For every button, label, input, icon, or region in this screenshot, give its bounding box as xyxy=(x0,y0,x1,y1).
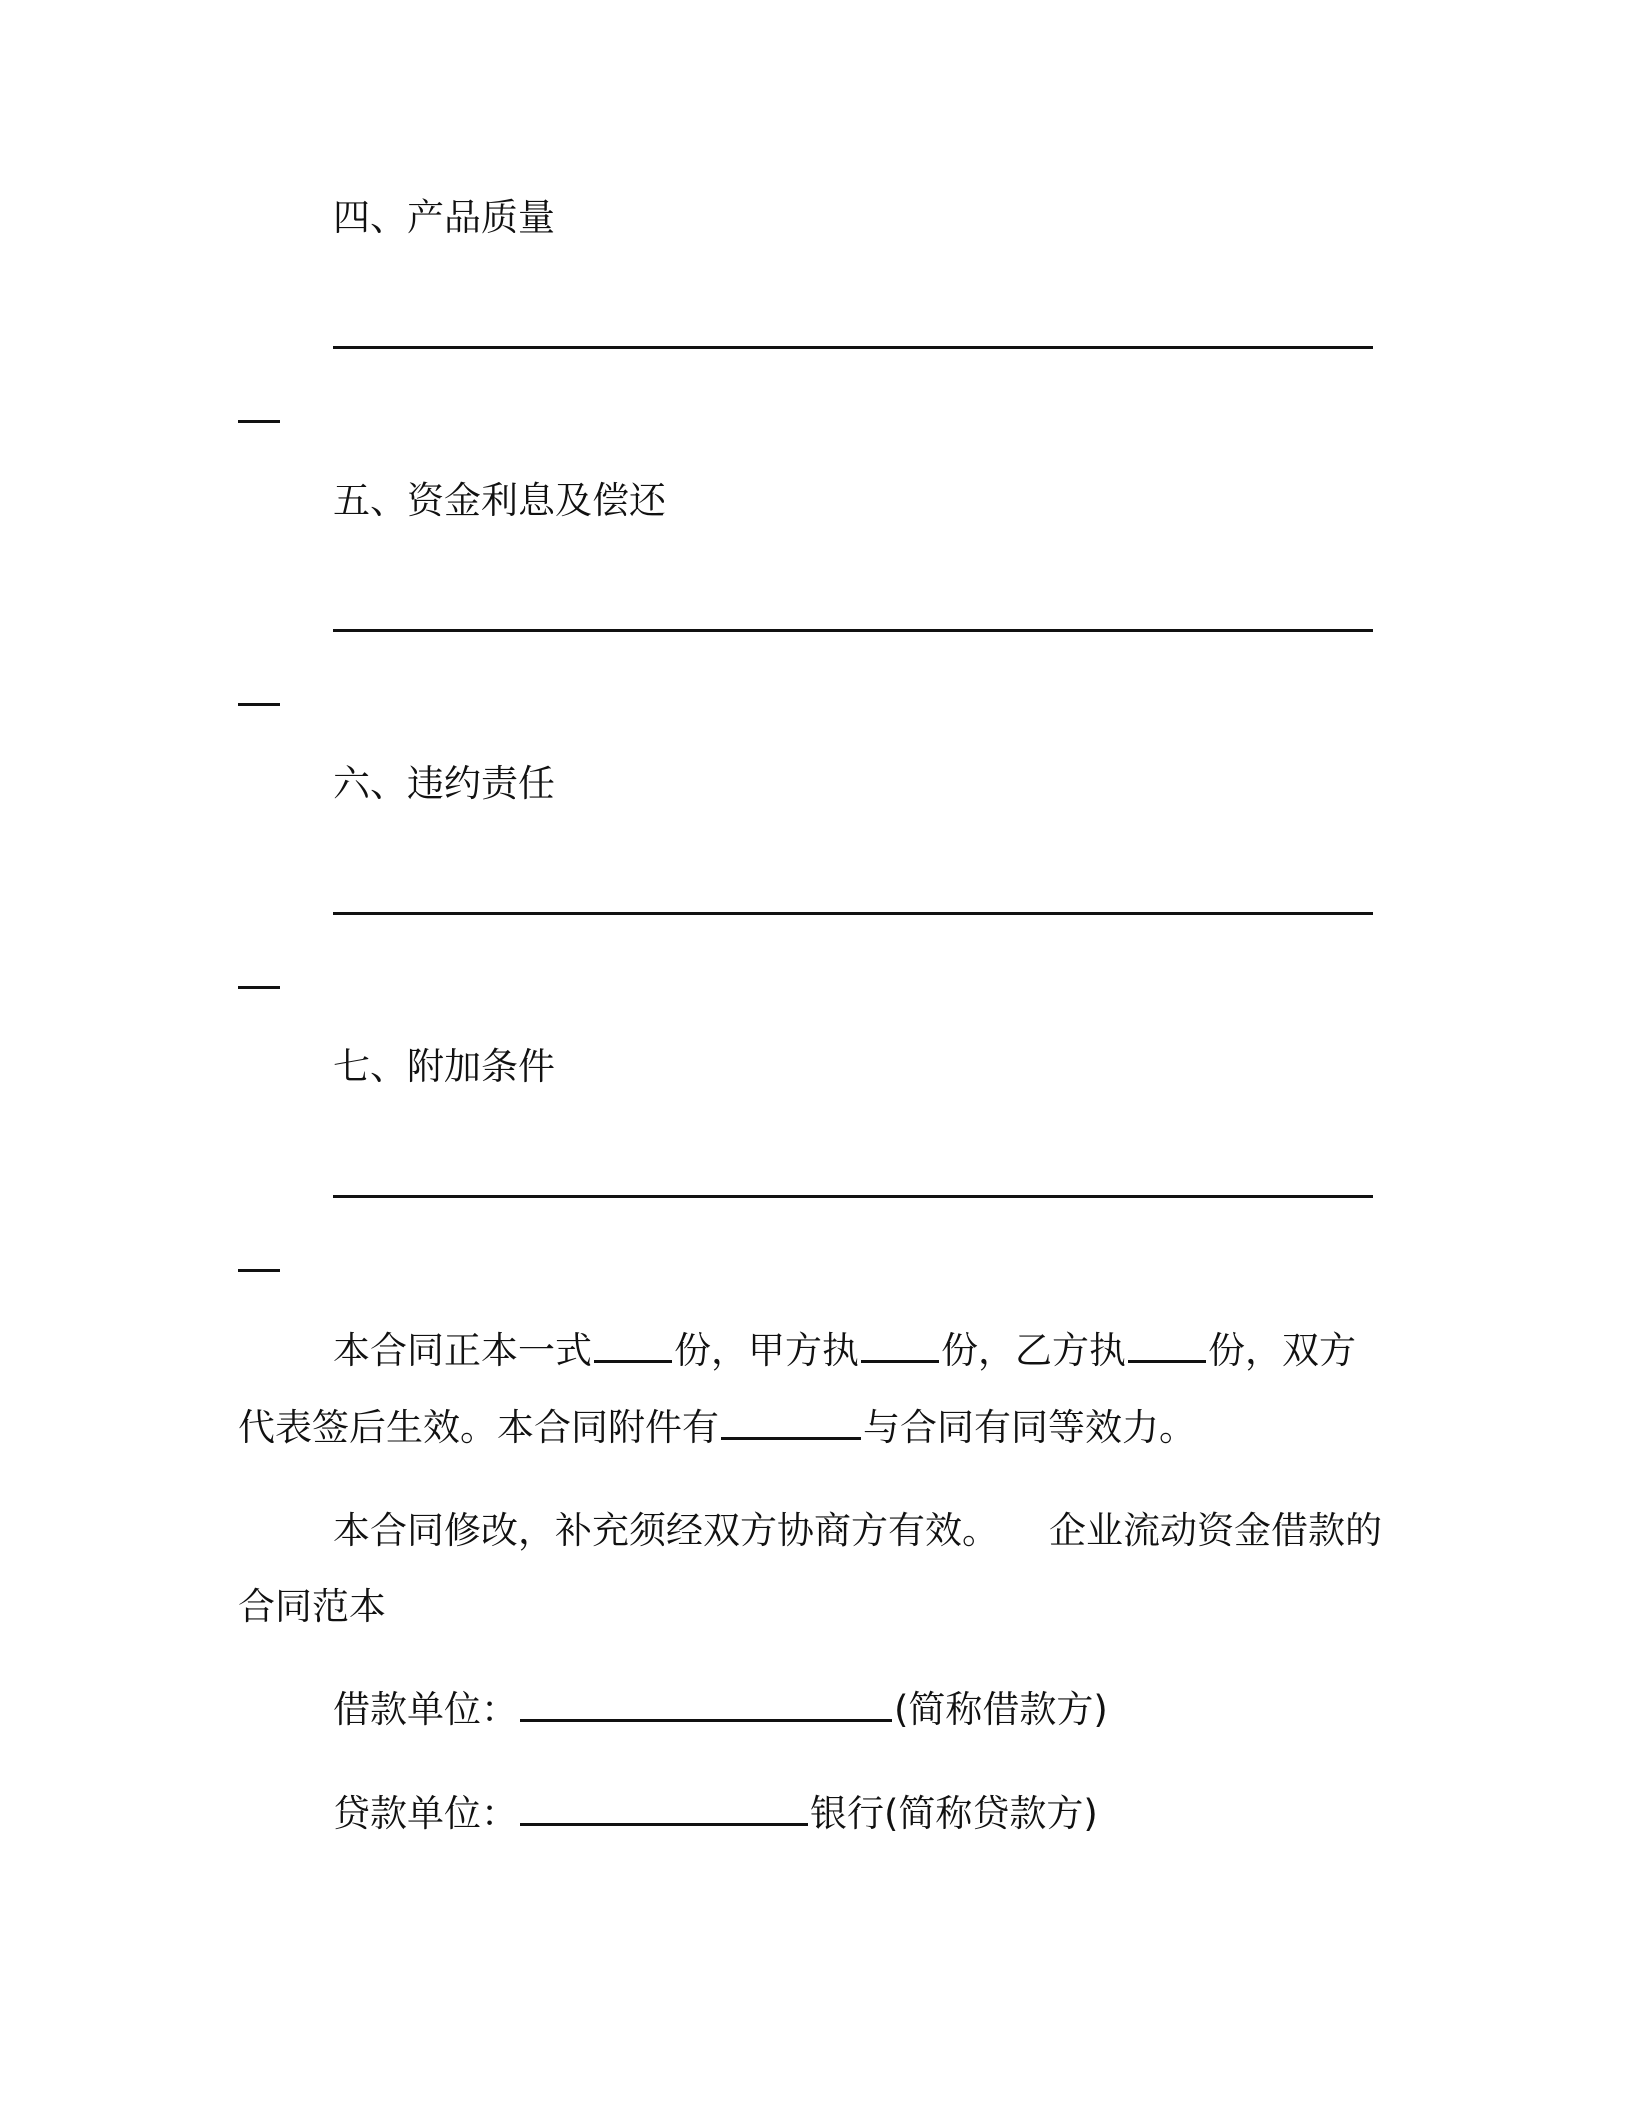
section-heading-liability: 六、违约责任 xyxy=(333,762,555,805)
copies-party-b-text: 份，乙方执 xyxy=(941,1329,1126,1372)
section-heading-conditions: 七、附加条件 xyxy=(333,1045,555,1088)
blank-party-b-copies xyxy=(1128,1330,1206,1363)
borrower-label: 借款单位： xyxy=(333,1688,518,1731)
fill-in-line xyxy=(333,346,1373,349)
blank-attachments xyxy=(721,1407,861,1440)
borrower-line xyxy=(333,1688,1108,1732)
copies-paragraph-line1 xyxy=(333,1329,1356,1373)
copies-text: 本合同正本一式 xyxy=(333,1329,592,1372)
copies-party-a-text: 份，甲方执 xyxy=(674,1329,859,1372)
lender-suffix: 银行(简称贷款方) xyxy=(810,1792,1098,1835)
section-heading-interest: 五、资金利息及偿还 xyxy=(333,479,666,522)
effect-text: 代表签后生效。本合同附件有 xyxy=(238,1406,719,1449)
lender-line xyxy=(333,1792,1098,1836)
borrower-suffix: (简称借款方) xyxy=(894,1688,1108,1731)
modification-text: 本合同修改，补充须经双方协商方有效。 xyxy=(333,1509,999,1552)
fill-in-line-continuation xyxy=(238,1269,280,1272)
fill-in-line-continuation xyxy=(238,986,280,989)
blank-party-a-copies xyxy=(861,1330,939,1363)
fill-in-line-continuation xyxy=(238,420,280,423)
blank-total-copies xyxy=(594,1330,672,1363)
section-heading-quality: 四、产品质量 xyxy=(333,196,555,239)
blank-borrower-name xyxy=(520,1689,892,1722)
fill-in-line-continuation xyxy=(238,703,280,706)
blank-lender-name xyxy=(520,1793,808,1826)
equal-effect-text: 与合同有同等效力。 xyxy=(863,1406,1196,1449)
modification-paragraph-line1 xyxy=(333,1509,1382,1553)
fill-in-line xyxy=(333,1195,1373,1198)
fill-in-line xyxy=(333,629,1373,632)
copies-paragraph-line2 xyxy=(238,1406,1196,1450)
template-title-part2: 合同范本 xyxy=(238,1585,386,1628)
template-title-part1: 企业流动资金借款的 xyxy=(1049,1509,1382,1552)
copies-both-text: 份，双方 xyxy=(1208,1329,1356,1372)
lender-label: 贷款单位： xyxy=(333,1792,518,1835)
fill-in-line xyxy=(333,912,1373,915)
